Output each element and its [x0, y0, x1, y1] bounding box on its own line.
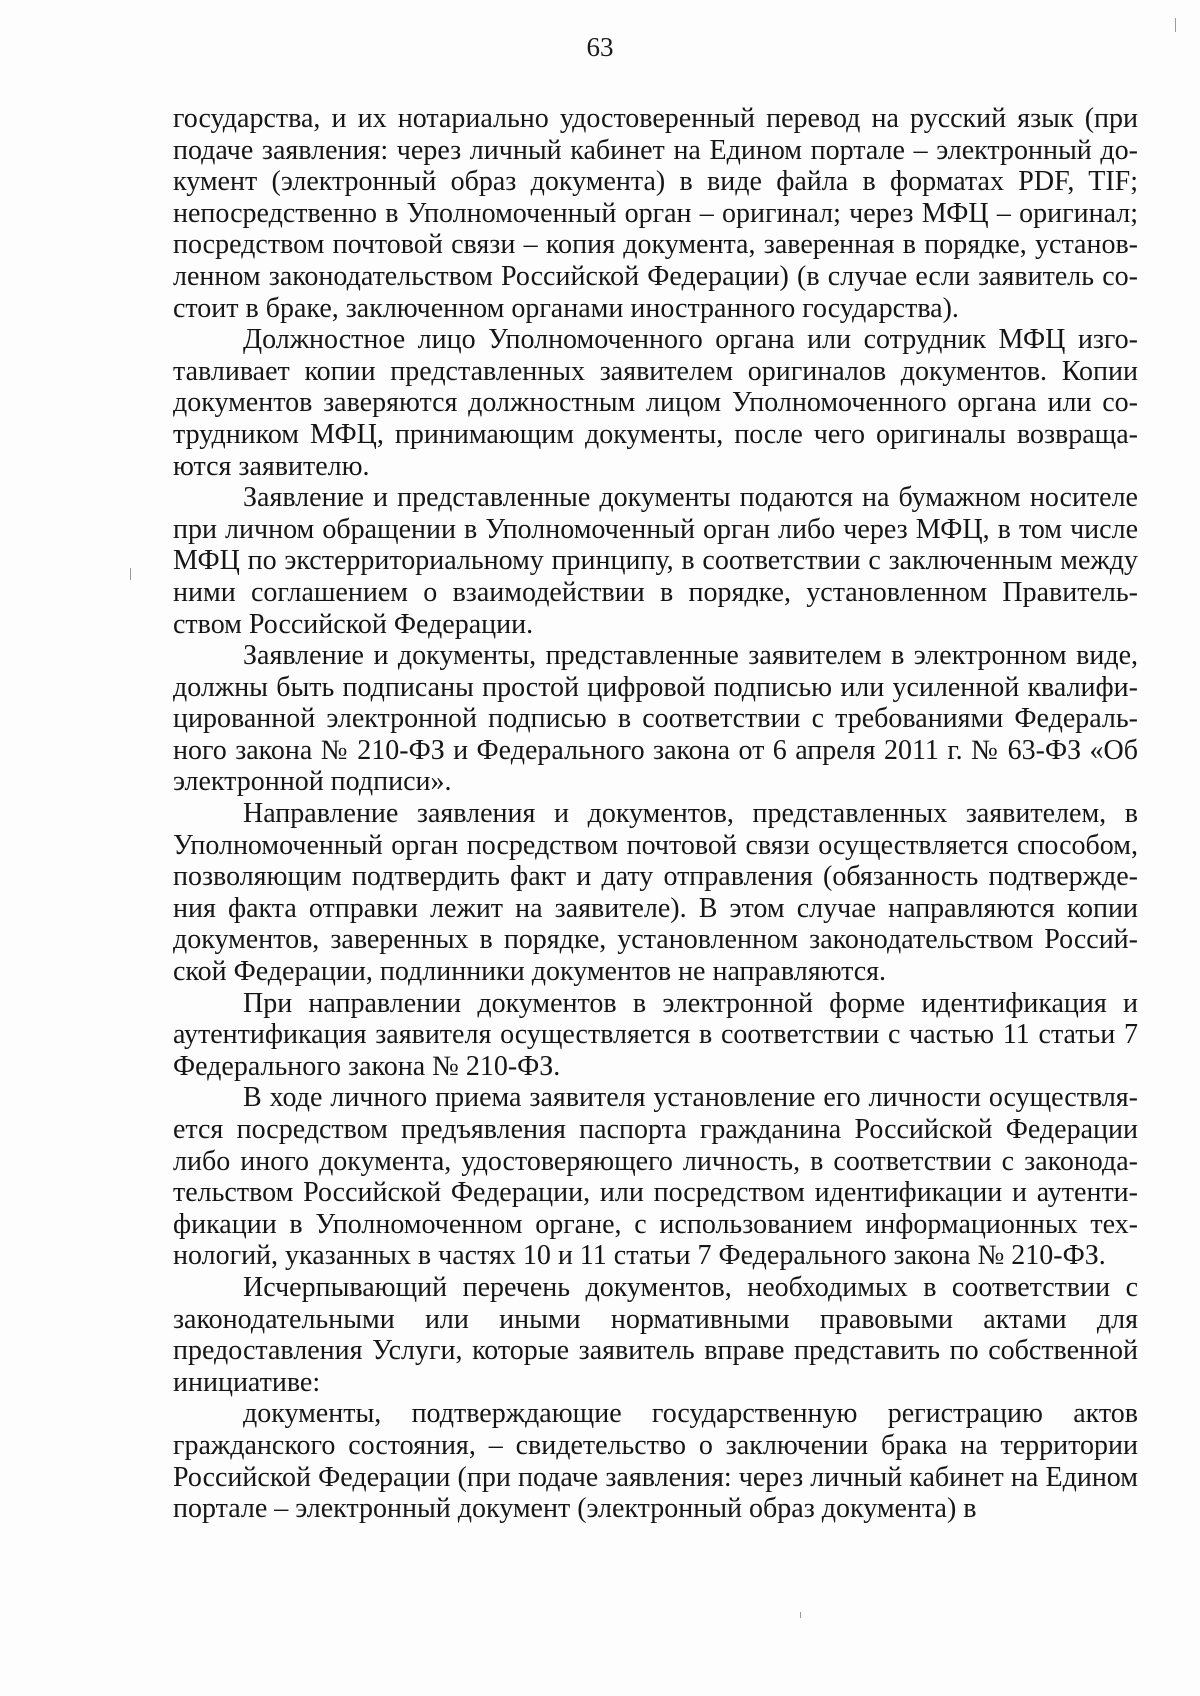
paragraph-civil-registration: документы, подтверждающие государственную регистрацию актов гражданского состояния, – свидетельство о заключении брака на территории Российской Федерации (при подаче заявления: через личный кабинет на Едином портале – электронный документ (электронный образ документа) в — [173, 1398, 1138, 1525]
document-body — [173, 103, 1138, 1525]
scan-speck — [800, 1612, 801, 1618]
paragraph-continuation: государства, и их нотариально удостоверенный перевод на русский язык (при подаче заявления: через личный кабинет на Едином портале – электронный документ (электронный образ документа) в виде файла в форматах PDF, TIF; непосредственно в Уполномоченный орган – оригинал; через МФЦ – оригинал; посредством почтовой связи – копия документа, заверенная в порядке, установленном законодательством Российской Федерации) (в случае если заявитель состоит в браке, заключенном органами иностранного государства). — [173, 103, 1138, 324]
scan-speck — [1175, 18, 1176, 32]
paragraph-optional-documents: Исчерпывающий перечень документов, необходимых в соответствии с законодательными или иными нормативными правовыми актами для предоставления Услуги, которые заявитель вправе представить по собственной инициативе: — [173, 1271, 1138, 1398]
paragraph-paper-submission: Заявление и представленные документы подаются на бумажном носителе при личном обращении в Уполномоченный орган либо через МФЦ, в том числе МФЦ по экстерриториальному принципу, в соответствии с заключенным между ними соглашением о взаимодействии в порядке, установленном Правительством Российской Федерации. — [173, 482, 1138, 640]
paragraph-personal-identification: В ходе личного приема заявителя установление его личности осуществляется посредством предъявления паспорта гражданина Российской Федерации либо иного документа, удостоверяющего личность, в соответствии с законодательством Российской Федерации, или посредством идентификации и аутентификации в Уполномоченном органе, с использованием информационных технологий, указанных в частях 10 и 11 статьи 7 Федерального закона № 210-ФЗ. — [173, 1082, 1138, 1272]
paragraph-document-copies: Должностное лицо Уполномоченного органа или сотрудник МФЦ изготавливает копии представленных заявителем оригиналов документов. Копии документов заверяются должностным лицом Уполномоченного органа или сотрудником МФЦ, принимающим документы, после чего оригиналы возвращаются заявителю. — [173, 324, 1138, 482]
paragraph-postal-submission: Направление заявления и документов, представленных заявителем, в Уполномоченный орган посредством почтовой связи осуществляется способом, позволяющим подтвердить факт и дату отправления (обязанность подтверждения факта отправки лежит на заявителе). В этом случае направляются копии документов, заверенных в порядке, установленном законодательством Российской Федерации, подлинники документов не направляются. — [173, 798, 1138, 988]
paragraph-electronic-authentication: При направлении документов в электронной форме идентификация и аутентификация заявителя осуществляется в соответствии с частью 11 статьи 7 Федерального закона № 210-ФЗ. — [173, 987, 1138, 1082]
scan-speck — [130, 568, 131, 580]
page-number: 63 — [586, 32, 614, 62]
paragraph-electronic-signature: Заявление и документы, представленные заявителем в электронном виде, должны быть подписаны простой цифровой подписью или усиленной квалифицированной электронной подписью в соответствии с требованиями Федерального закона № 210-ФЗ и Федерального закона от 6 апреля 2011 г. № 63-ФЗ «Об электронной подписи». — [173, 640, 1138, 798]
